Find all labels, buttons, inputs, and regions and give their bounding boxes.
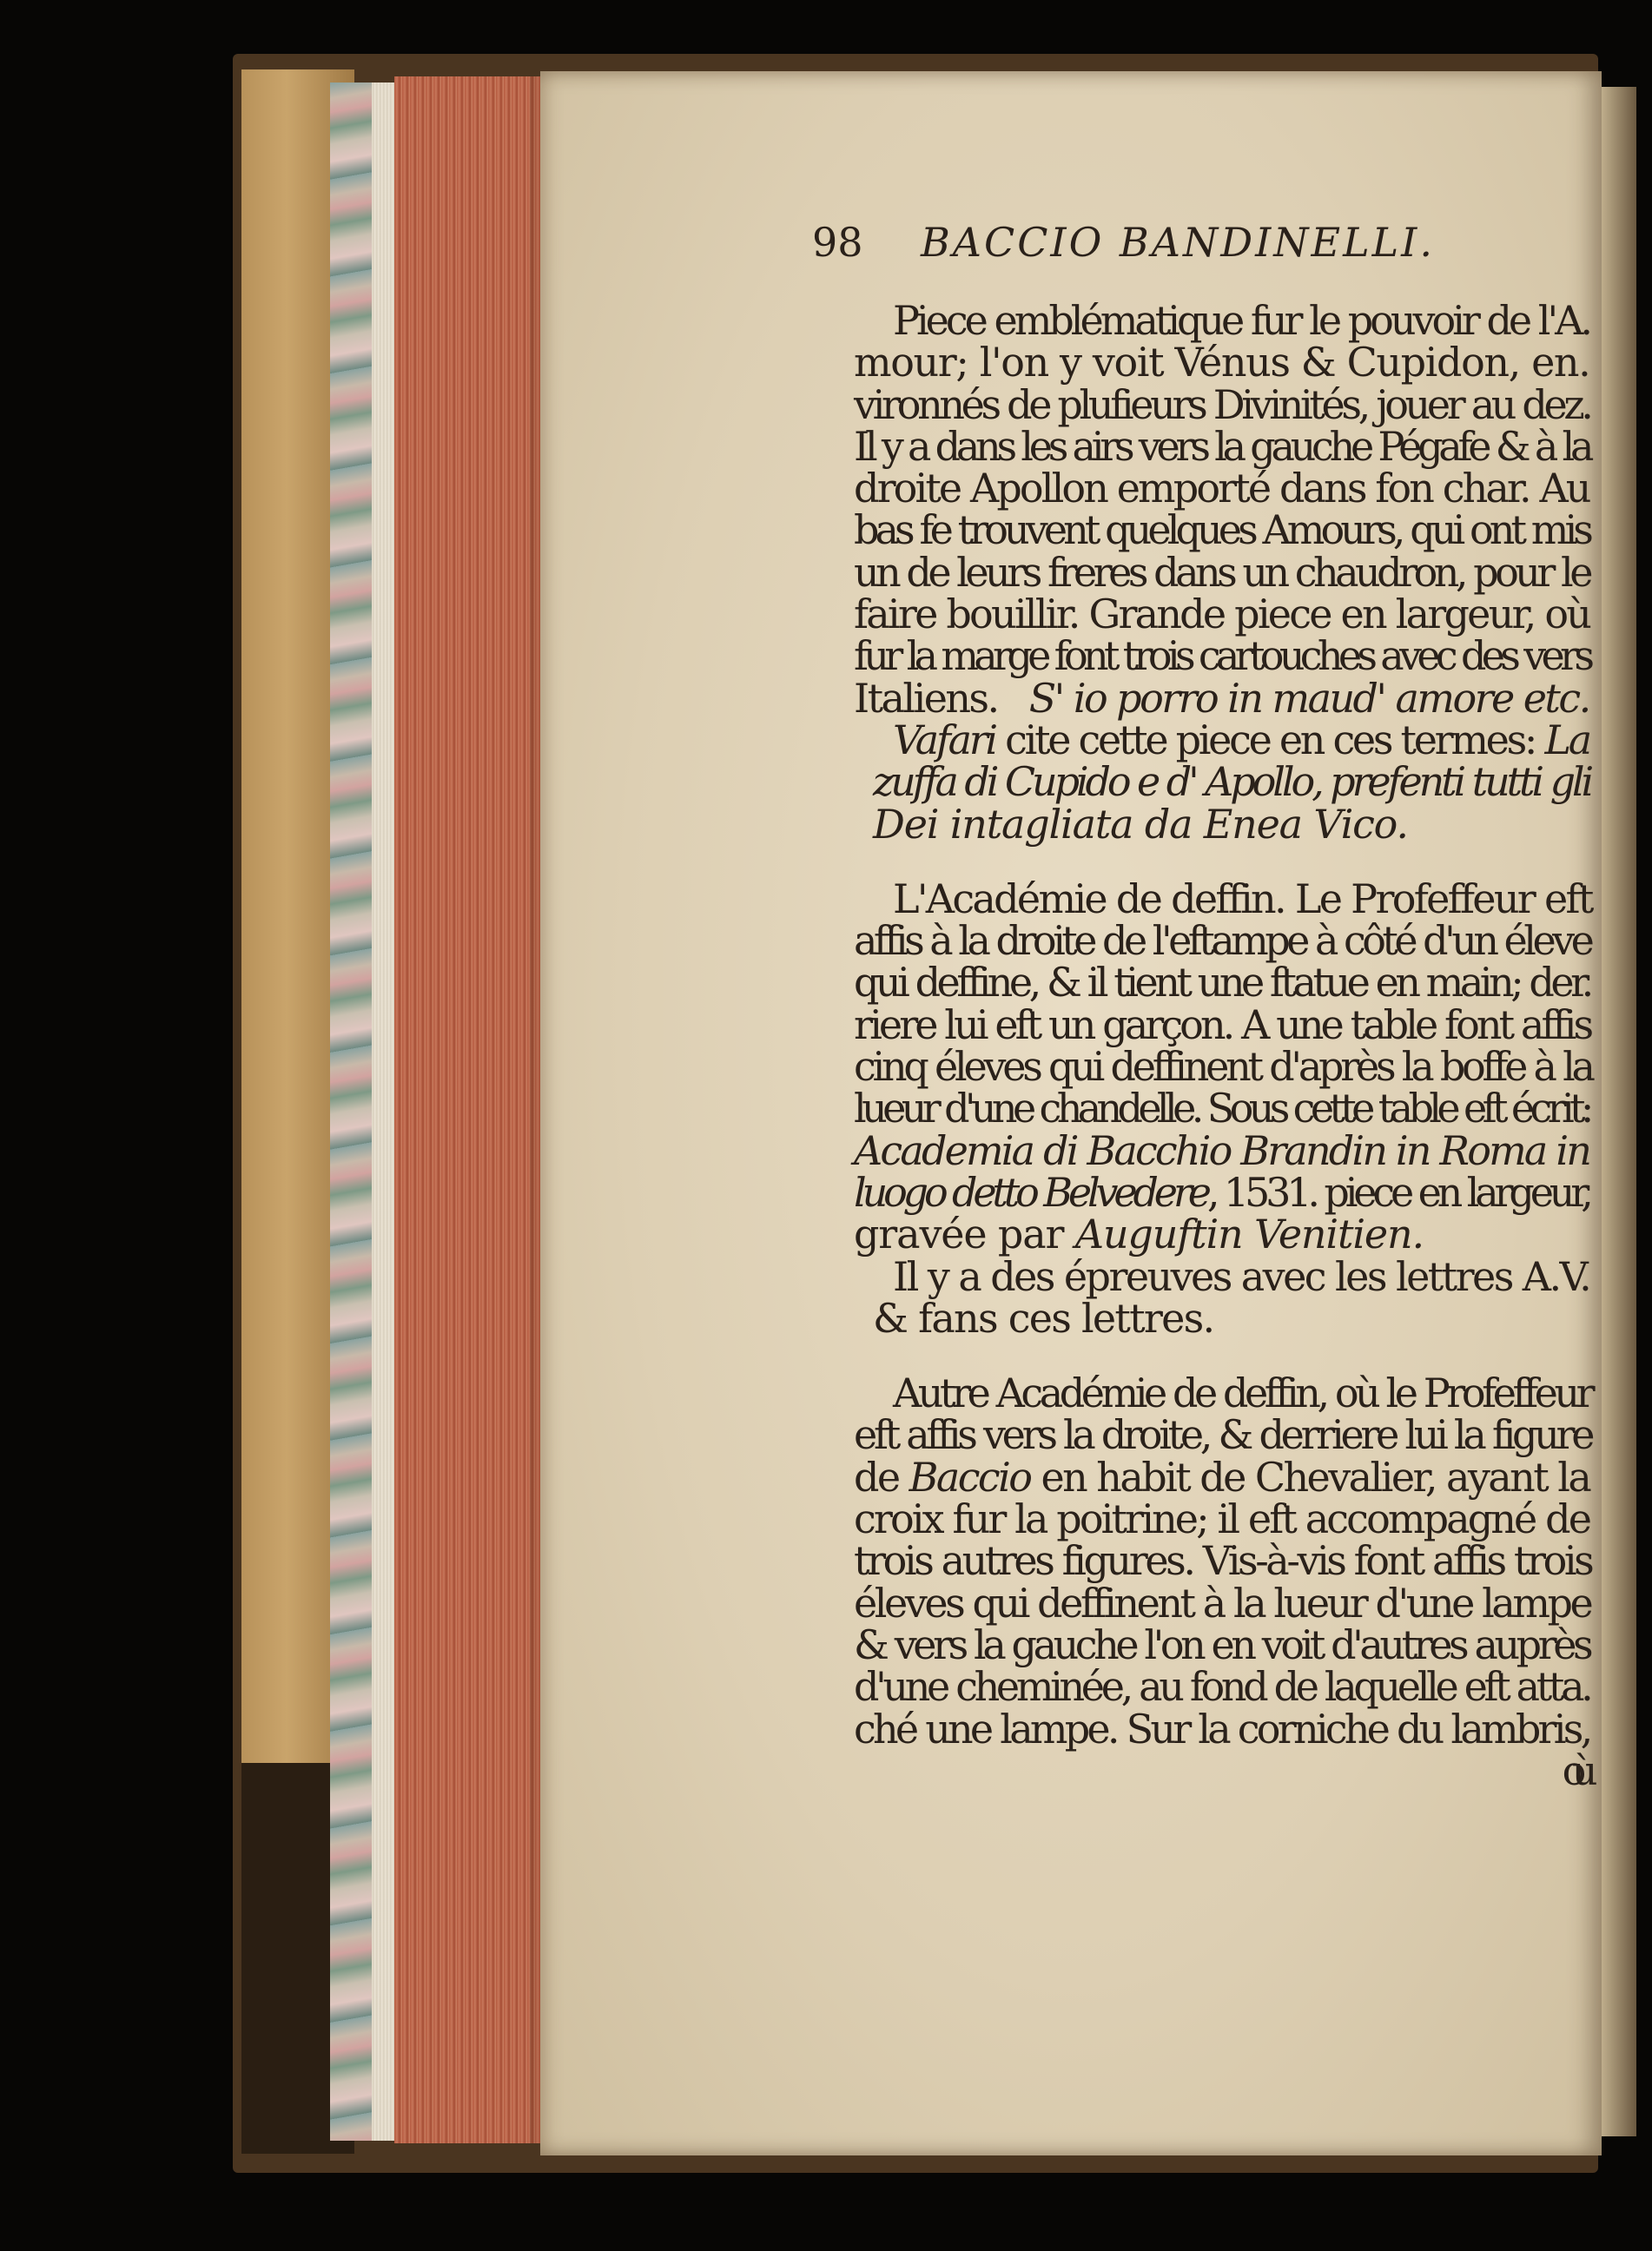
text-line: & fans ces lettres. — [873, 1294, 1214, 1342]
inscription-fragment: luogo detto Belvedere — [854, 1168, 1207, 1216]
text-line: mour; l'on y voit Vénus & Cupidon, en. — [854, 339, 1590, 386]
text-line: éleves qui deffinent à la lueur d'une lampe — [854, 1579, 1591, 1627]
text-line: cinq éleves qui deffinent d'après la boffe à la — [854, 1043, 1592, 1091]
text-line — [854, 674, 1618, 722]
text-fragment: cite cette piece en ces termes: — [995, 716, 1545, 763]
quote-fragment: La — [1544, 716, 1589, 763]
text-line: Il y a des épreuves avec les lettres A.V. — [893, 1252, 1590, 1300]
text-line: un de leurs freres dans un chaudron, pour le — [854, 548, 1589, 596]
text-line — [854, 1168, 1618, 1216]
catchword: où — [1562, 1746, 1583, 1794]
text-line: droite Apollon emporté dans fon char. Au — [854, 465, 1589, 512]
text-line: riere lui eft un garçon. A une table font affis — [854, 1000, 1591, 1048]
paragraph-2 — [854, 716, 1618, 848]
text-line — [854, 1211, 1618, 1258]
page-stack — [372, 83, 394, 2141]
text-line: fur la marge font trois cartouches avec des vers — [854, 632, 1590, 680]
inscription-line: Academia di Bacchio Brandin in Roma in — [854, 1126, 1590, 1174]
page-header — [812, 219, 1594, 271]
text-line: Piece emblématique fur le pouvoir de l'A. — [893, 297, 1589, 344]
marbled-endpaper — [330, 83, 372, 2141]
paragraph-1 — [854, 297, 1618, 722]
text-line: L'Académie de deffin. Le Profeffeur eft — [893, 875, 1592, 922]
text-line: croix fur la poitrine; il eft accompagné de — [854, 1495, 1590, 1543]
text-line: d'une cheminée, au fond de laquelle eft atta. — [854, 1663, 1590, 1711]
red-page-edges — [394, 76, 540, 2143]
italian-verse: S' io porro in maud' amore etc. — [1028, 674, 1589, 722]
text-line: ché une lampe. Sur la corniche du lambris, — [854, 1705, 1590, 1753]
text-line: bas fe trouvent quelques Amours, qui ont mis — [854, 506, 1589, 554]
paragraph-4 — [854, 1252, 1618, 1342]
text-line: lueur d'une chandelle. Sous cette table eft écrit: — [854, 1085, 1589, 1132]
text-line: vironnés de plufieurs Divinités, jouer au dez. — [854, 380, 1590, 428]
text-fragment: de — [854, 1453, 909, 1501]
paragraph-gap — [854, 1339, 1618, 1372]
text-line: faire bouillir. Grande piece en largeur, où — [854, 591, 1590, 638]
text-line: trois autres figures. Vis-à-vis font affis trois — [854, 1537, 1592, 1585]
paragraph-gap — [854, 845, 1618, 878]
text-fragment: en habit de Chevalier, ayant la — [1030, 1453, 1590, 1501]
text-fragment: , 1531. piece en largeur, — [1206, 1168, 1589, 1216]
text-line — [854, 1453, 1618, 1501]
artist-name: Baccio — [909, 1453, 1031, 1501]
running-title: BACCIO BANDINELLI. — [921, 219, 1435, 266]
text-line: Il y a dans les airs vers la gauche Pégafe & à la — [854, 422, 1590, 470]
text-fragment: gravée par — [854, 1211, 1075, 1258]
author-name: Vafari — [893, 716, 995, 763]
text-line: affis à la droite de l'eftampe à côté d'un éleve — [854, 917, 1591, 965]
engraver-name: Auguftin Venitien. — [1074, 1211, 1424, 1258]
paragraph-3 — [854, 875, 1618, 1258]
text-line: & vers la gauche l'on en voit d'autres auprès — [854, 1621, 1590, 1668]
page-number: 98 — [812, 219, 863, 266]
paragraph-5 — [854, 1372, 1618, 1792]
text-line — [854, 716, 1618, 763]
quote-line: zuffa di Cupido e d' Apollo, prefenti tutti gli — [873, 758, 1591, 806]
body-text — [854, 297, 1618, 1794]
text-line: Autre Académie de deffin, où le Profeffeur — [893, 1370, 1592, 1417]
text-line: eft affis vers la droite, & derriere lui la figure — [854, 1411, 1592, 1459]
text-line: qui deffine, & il tient une ftatue en main; der. — [854, 959, 1590, 1007]
quote-line: Dei intagliata da Enea Vico. — [873, 800, 1408, 848]
text-fragment: Italiens. — [854, 674, 998, 722]
